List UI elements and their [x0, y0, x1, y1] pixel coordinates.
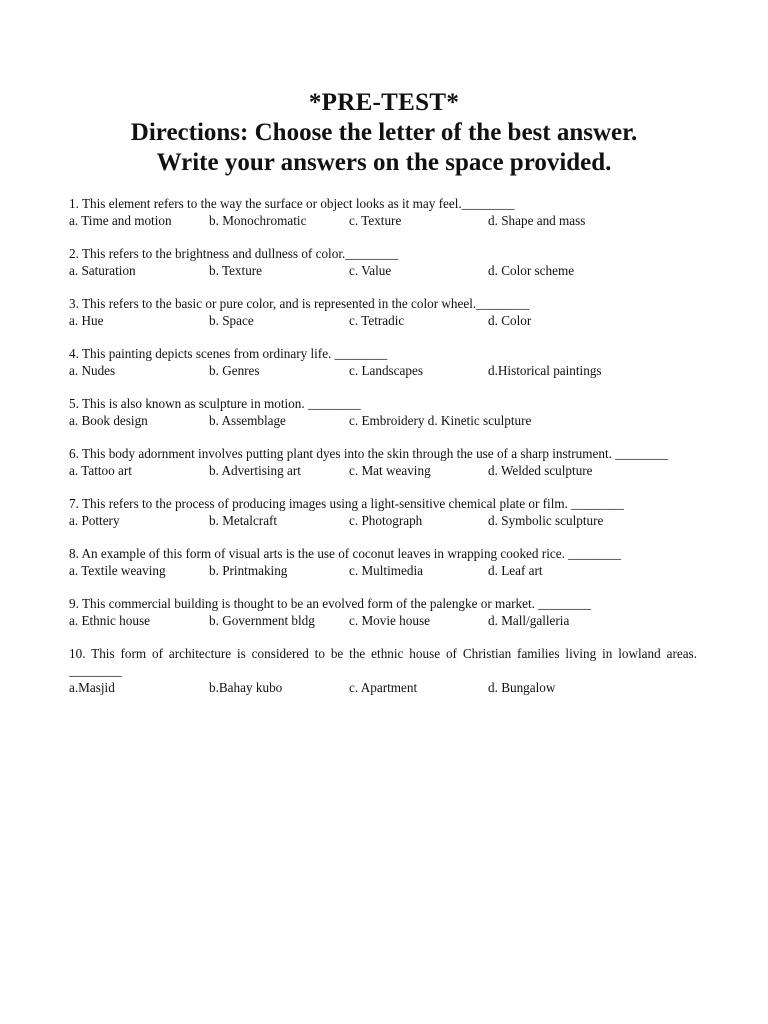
- option-d: d. Mall/galleria: [488, 613, 570, 628]
- option-c: c. Value: [349, 263, 392, 278]
- option-d: d. Shape and mass: [488, 213, 586, 228]
- option-c: c. Multimedia: [349, 563, 423, 578]
- option-a: a.Masjid: [69, 680, 115, 695]
- answer-options: [69, 462, 697, 479]
- answer-options: [69, 262, 697, 279]
- option-a: a. Textile weaving: [69, 563, 166, 578]
- question-4: [69, 345, 697, 379]
- page-title: *PRE-TEST*: [308, 89, 460, 116]
- option-b: b. Advertising art: [209, 463, 301, 478]
- header: [0, 88, 768, 178]
- option-a: a. Hue: [69, 313, 104, 328]
- option-d: [488, 412, 697, 429]
- question-text: 1. This element refers to the way the surface or object looks as it may feel.________: [69, 196, 515, 211]
- option-d: d. Color scheme: [488, 263, 575, 278]
- option-c: c. Landscapes: [349, 363, 423, 378]
- answer-options: [69, 562, 697, 579]
- option-a: a. Pottery: [69, 513, 120, 528]
- question-9: [69, 595, 697, 629]
- question-text: 7. This refers to the process of producing images using a light-sensitive chemical plate or film. ________: [69, 496, 624, 511]
- question-3: [69, 295, 697, 329]
- option-d: d.Historical paintings: [488, 363, 602, 378]
- option-d: d. Color: [488, 313, 532, 328]
- answer-options: [69, 412, 697, 429]
- question-5: [69, 395, 697, 429]
- directions-line-2: Write your answers on the space provided.: [156, 149, 612, 176]
- question-10: [69, 645, 697, 696]
- question-1: [69, 195, 697, 229]
- directions-line-1: Directions: Choose the letter of the best answer.: [130, 119, 638, 146]
- question-text: 10. This form of architecture is considered to be the ethnic house of Christian families living in lowland areas. ________: [69, 646, 697, 678]
- option-b: b. Monochromatic: [209, 213, 307, 228]
- option-b: b. Assemblage: [209, 413, 286, 428]
- option-c-and-d: c. Embroidery d. Kinetic sculpture: [349, 413, 532, 428]
- question-text: 6. This body adornment involves putting plant dyes into the skin through the use of a sharp instrument. ________: [69, 446, 668, 461]
- option-c: c. Tetradic: [349, 313, 405, 328]
- option-b: b. Metalcraft: [209, 513, 278, 528]
- answer-options: [69, 679, 697, 696]
- option-a: a. Book design: [69, 413, 148, 428]
- question-2: [69, 245, 697, 279]
- question-text: 2. This refers to the brightness and dullness of color.________: [69, 246, 399, 261]
- option-b: b. Texture: [209, 263, 263, 278]
- question-text: 9. This commercial building is thought to be an evolved form of the palengke or market. ________: [69, 596, 592, 611]
- question-text: 5. This is also known as sculpture in motion. ________: [69, 396, 361, 411]
- option-c: c. Mat weaving: [349, 463, 431, 478]
- answer-options: [69, 212, 697, 229]
- question-list: [69, 195, 697, 696]
- option-a: a. Tattoo art: [69, 463, 132, 478]
- option-c: c. Apartment: [349, 680, 418, 695]
- option-a: a. Ethnic house: [69, 613, 150, 628]
- option-d: d. Leaf art: [488, 563, 543, 578]
- answer-options: [69, 612, 697, 629]
- option-a: a. Time and motion: [69, 213, 172, 228]
- answer-options: [69, 312, 697, 329]
- option-c: c. Photograph: [349, 513, 423, 528]
- question-8: [69, 545, 697, 579]
- option-d: d. Bungalow: [488, 680, 556, 695]
- option-a: a. Nudes: [69, 363, 116, 378]
- question-text: 4. This painting depicts scenes from ordinary life. ________: [69, 346, 388, 361]
- answer-options: [69, 362, 697, 379]
- option-b: b. Genres: [209, 363, 260, 378]
- question-6: [69, 445, 697, 479]
- option-d: d. Welded sculpture: [488, 463, 593, 478]
- answer-options: [69, 512, 697, 529]
- option-c: c. Movie house: [349, 613, 430, 628]
- question-7: [69, 495, 697, 529]
- option-b: b. Government bldg: [209, 613, 315, 628]
- option-d: d. Symbolic sculpture: [488, 513, 604, 528]
- option-b: b. Printmaking: [209, 563, 288, 578]
- option-b: b. Space: [209, 313, 254, 328]
- option-b: b.Bahay kubo: [209, 680, 283, 695]
- option-a: a. Saturation: [69, 263, 136, 278]
- question-text: 8. An example of this form of visual arts is the use of coconut leaves in wrapping cooked rice. ________: [69, 546, 621, 561]
- option-c: c. Texture: [349, 213, 402, 228]
- question-text: 3. This refers to the basic or pure color, and is represented in the color wheel.________: [69, 296, 529, 311]
